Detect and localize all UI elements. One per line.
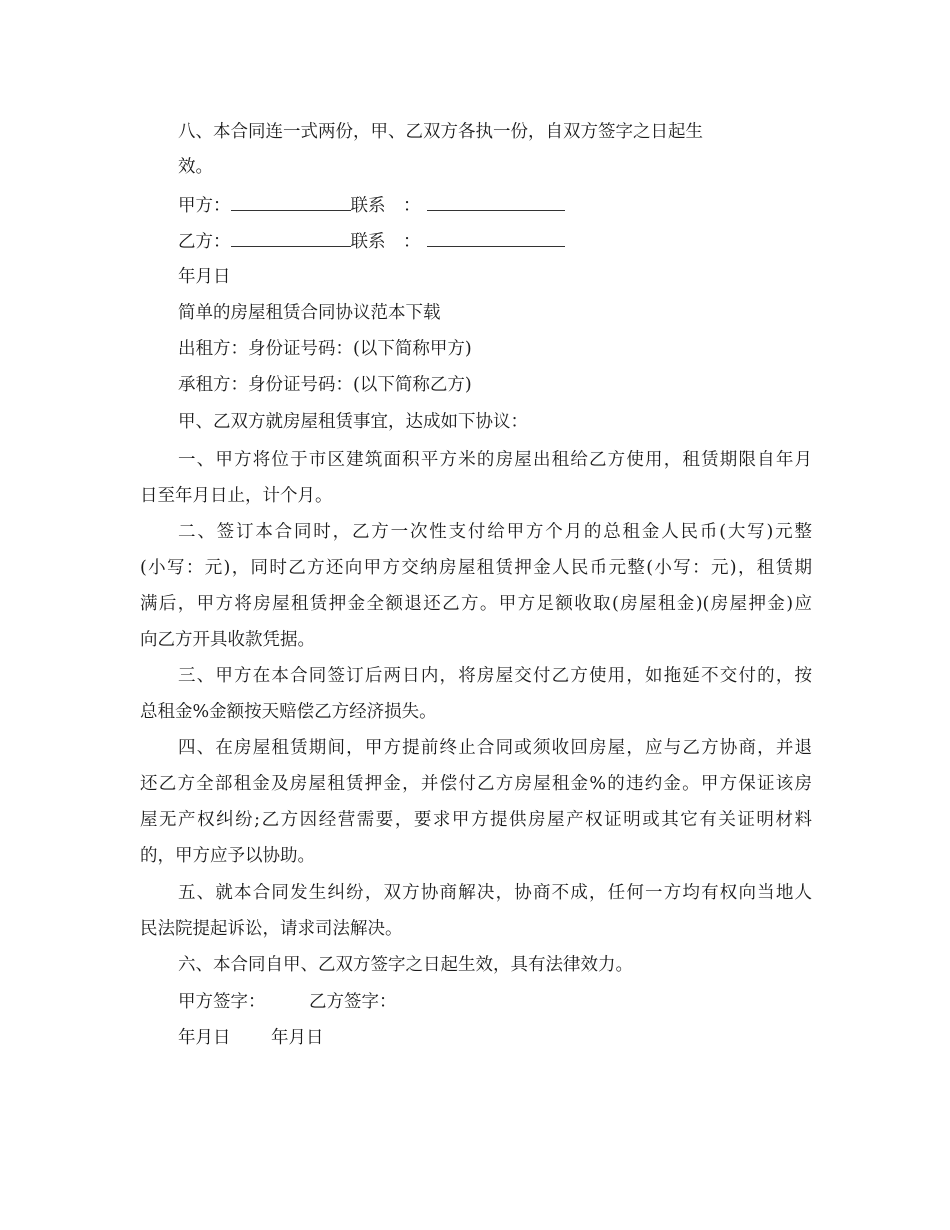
party-a-sign-date: 年月日 xyxy=(178,1028,231,1048)
clause-8-line-2: 效。 xyxy=(178,157,213,177)
party-a-label: 甲方： xyxy=(178,196,231,216)
party-b-contact-row xyxy=(178,229,565,254)
clause-3-line-2: 总租金%金额按天赔偿乙方经济损失。 xyxy=(140,702,437,722)
party-a-blank xyxy=(231,193,351,211)
party-a-contact-row xyxy=(178,193,565,218)
clause-4-line-4: 的，甲方应予以协助。 xyxy=(140,846,315,866)
party-b-sign-date: 年月日 xyxy=(271,1028,324,1048)
party-a-contact-blank xyxy=(427,193,565,211)
clause-1-line-2: 日至年月日止，计个月。 xyxy=(140,486,333,506)
party-b-blank xyxy=(231,229,351,247)
clause-5-line-2: 民法院提起诉讼，请求司法解决。 xyxy=(140,919,403,939)
clause-6-line: 六、本合同自甲、乙双方签字之日起生效，具有法律效力。 xyxy=(178,955,633,975)
party-b-contact-label: 联系 ： xyxy=(350,232,421,252)
clause-5-line-1: 五、就本合同发生纠纷，双方协商解决，协商不成，任何一方均有权向当地人 xyxy=(178,883,812,903)
clause-4-line-2: 还乙方全部租金及房屋租赁押金，并偿付乙方房屋租金%的违约金。甲方保证该房 xyxy=(140,774,812,794)
party-b-contact-blank xyxy=(427,229,565,247)
lessee-line: 承租方：身份证号码：(以下简称乙方) xyxy=(178,375,472,395)
party-a-contact-label: 联系 ： xyxy=(350,196,421,216)
clause-2-line-1: 二、签订本合同时，乙方一次性支付给甲方个月的总租金人民币(大写)元整 xyxy=(178,522,812,542)
clause-8-line-1: 八、本合同连一式两份，甲、乙双方各执一份，自双方签字之日起生 xyxy=(178,122,703,142)
party-b-label: 乙方： xyxy=(178,232,231,252)
intro-line: 甲、乙双方就房屋租赁事宜，达成如下协议： xyxy=(178,412,528,432)
party-a-signature-label: 甲方签字： xyxy=(178,992,266,1012)
clause-2-line-3: 满后，甲方将房屋租赁押金全额退还乙方。甲方足额收取(房屋租金)(房屋押金)应 xyxy=(140,594,812,614)
sign-date: 年月日 xyxy=(178,267,231,287)
clause-3-line-1: 三、甲方在本合同签订后两日内，将房屋交付乙方使用，如拖延不交付的，按 xyxy=(178,666,812,686)
document-title: 简单的房屋租赁合同协议范本下载 xyxy=(178,303,441,323)
clause-1-line-1: 一、甲方将位于市区建筑面积平方米的房屋出租给乙方使用，租赁期限自年月 xyxy=(178,450,812,470)
lessor-line: 出租方：身份证号码：(以下简称甲方) xyxy=(178,339,472,359)
clause-2-line-4: 向乙方开具收款凭据。 xyxy=(140,630,315,650)
clause-2-line-2: (小写：元)，同时乙方还向甲方交纳房屋租赁押金人民币元整(小写：元)，租赁期 xyxy=(140,558,812,578)
clause-4-line-1: 四、在房屋租赁期间，甲方提前终止合同或须收回房屋，应与乙方协商，并退 xyxy=(178,738,812,758)
clause-4-line-3: 屋无产权纠纷;乙方因经营需要，要求甲方提供房屋产权证明或其它有关证明材料 xyxy=(140,810,812,830)
party-b-signature-label: 乙方签字： xyxy=(309,992,397,1012)
